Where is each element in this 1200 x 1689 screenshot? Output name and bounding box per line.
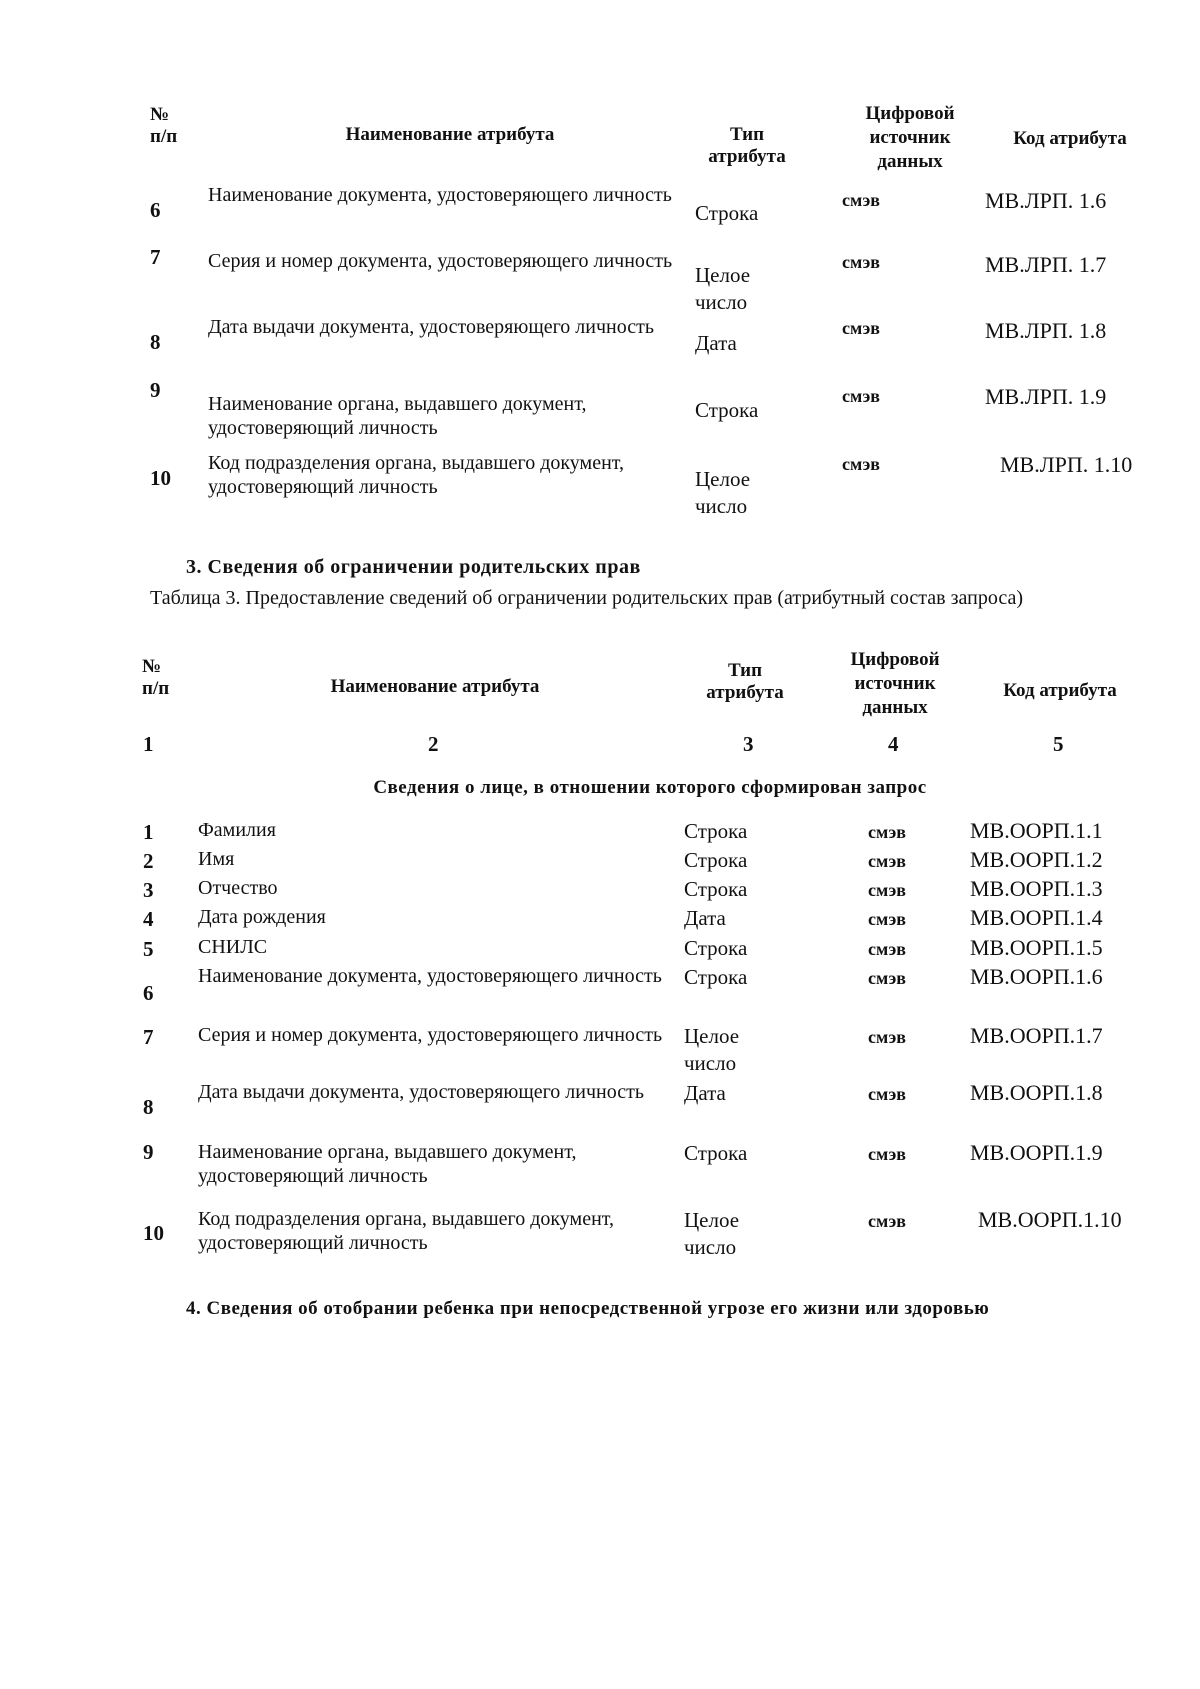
data-source: смэв [842,190,880,210]
attribute-code: МВ.ЛРП. 1.7 [985,252,1107,277]
attribute-code: МВ.ООРП.1.1 [970,818,1103,843]
section-3-heading: 3. Сведения об ограничении родительских прав [186,556,641,578]
table1-header-source: Цифровой источник данных [865,103,955,172]
row-number: 10 [143,1221,164,1245]
attribute-code: МВ.ЛРП. 1.9 [985,384,1107,409]
attribute-code: МВ.ЛРП. 1.10 [1000,452,1133,477]
attribute-name: Серия и номер документа, удостоверяющего личность [208,250,673,272]
table1-header-name: Наименование атрибута [345,124,555,145]
table3-header-num: № п/п [142,656,170,699]
attribute-code: МВ.ООРП.1.7 [970,1023,1103,1048]
attribute-code: МВ.ООРП.1.8 [970,1080,1103,1105]
attribute-name: Имя [198,848,235,870]
attribute-name: Отчество [198,877,278,899]
table3-header-name: Наименование атрибута [330,676,540,697]
attribute-code: МВ.ЛРП. 1.6 [985,188,1107,213]
data-source: смэв [868,1211,906,1231]
data-source: смэв [868,851,906,871]
data-source: смэв [842,318,880,338]
attribute-name: Код подразделения органа, выдавшего документ, удостоверяющий личность [198,1208,615,1254]
attribute-code: МВ.ЛРП. 1.8 [985,318,1107,343]
attribute-code: МВ.ООРП.1.5 [970,935,1103,960]
attribute-code: МВ.ООРП.1.9 [970,1140,1103,1165]
attribute-type: Дата [684,1081,726,1105]
row-number: 2 [143,849,154,873]
row-number: 3 [143,878,154,902]
data-source: смэв [868,822,906,842]
attribute-name: Наименование документа, удостоверяющего личность [198,965,662,987]
column-number: 3 [743,732,754,756]
attribute-type: Целое число [684,1208,740,1259]
data-source: смэв [868,1027,906,1047]
attribute-type: Дата [695,331,737,355]
attribute-name: Наименование документа, удостоверяющего личность [208,184,672,206]
attribute-name: СНИЛС [198,936,268,958]
row-number: 7 [143,1025,154,1049]
row-number: 9 [143,1140,154,1164]
row-number: 9 [150,378,161,402]
row-number: 1 [143,820,154,844]
column-number: 5 [1053,732,1064,756]
data-source: смэв [842,454,880,474]
row-number: 4 [143,907,154,931]
data-source: смэв [842,386,880,406]
attribute-name: Наименование органа, выдавшего документ, удостоверяющий личность [198,1141,577,1187]
attribute-type: Дата [684,906,726,930]
attribute-code: МВ.ООРП.1.10 [978,1207,1122,1232]
attribute-name: Серия и номер документа, удостоверяющего личность [198,1024,663,1046]
attribute-type: Целое число [695,263,751,314]
table3-subheading: Сведения о лице, в отношении которого сформирован запрос [373,777,927,798]
row-number: 6 [143,981,154,1005]
row-number: 10 [150,466,171,490]
attribute-name: Дата выдачи документа, удостоверяющего личность [198,1081,644,1103]
table3-header-code: Код атрибута [1003,680,1117,701]
attribute-type: Строка [684,1141,748,1165]
column-number: 2 [428,732,439,756]
table3-header-source: Цифровой источник данных [850,649,940,718]
table-3-caption: Таблица 3. Предоставление сведений об ограничении родительских прав (атрибутный состав запроса) [150,587,1023,609]
data-source: смэв [868,909,906,929]
row-number: 8 [143,1095,154,1119]
data-source: смэв [868,1144,906,1164]
attribute-code: МВ.ООРП.1.3 [970,876,1103,901]
data-source: смэв [842,252,880,272]
attribute-name: Наименование органа, выдавшего документ, удостоверяющий личность [208,393,587,439]
row-number: 6 [150,198,161,222]
table1-header-num: № п/п [150,104,178,147]
attribute-type: Целое число [684,1024,740,1075]
attribute-name: Дата выдачи документа, удостоверяющего личность [208,316,654,338]
table1-header-code: Код атрибута [1013,128,1127,149]
section-4-heading: 4. Сведения об отобрании ребенка при непосредственной угрозе его жизни или здоровью [186,1298,990,1319]
data-source: смэв [868,939,906,959]
attribute-code: МВ.ООРП.1.4 [970,905,1103,930]
data-source: смэв [868,880,906,900]
table3-header-type: Тип атрибута [706,660,784,703]
attribute-type: Строка [684,819,748,843]
table1-header-type: Тип атрибута [708,124,786,167]
attribute-name: Фамилия [198,819,276,841]
attribute-name: Код подразделения органа, выдавшего документ, удостоверяющий личность [208,452,625,498]
attribute-code: МВ.ООРП.1.6 [970,964,1103,989]
row-number: 5 [143,937,154,961]
attribute-type: Строка [684,936,748,960]
attribute-type: Целое число [695,467,751,518]
column-number: 1 [143,732,154,756]
row-number: 8 [150,330,161,354]
attribute-type: Строка [684,877,748,901]
attribute-name: Дата рождения [198,906,326,928]
attribute-type: Строка [684,848,748,872]
data-source: смэв [868,1084,906,1104]
row-number: 7 [150,245,161,269]
attribute-type: Строка [695,201,759,225]
attribute-type: Строка [695,398,759,422]
column-number: 4 [888,732,899,756]
attribute-type: Строка [684,965,748,989]
attribute-code: МВ.ООРП.1.2 [970,847,1103,872]
data-source: смэв [868,968,906,988]
